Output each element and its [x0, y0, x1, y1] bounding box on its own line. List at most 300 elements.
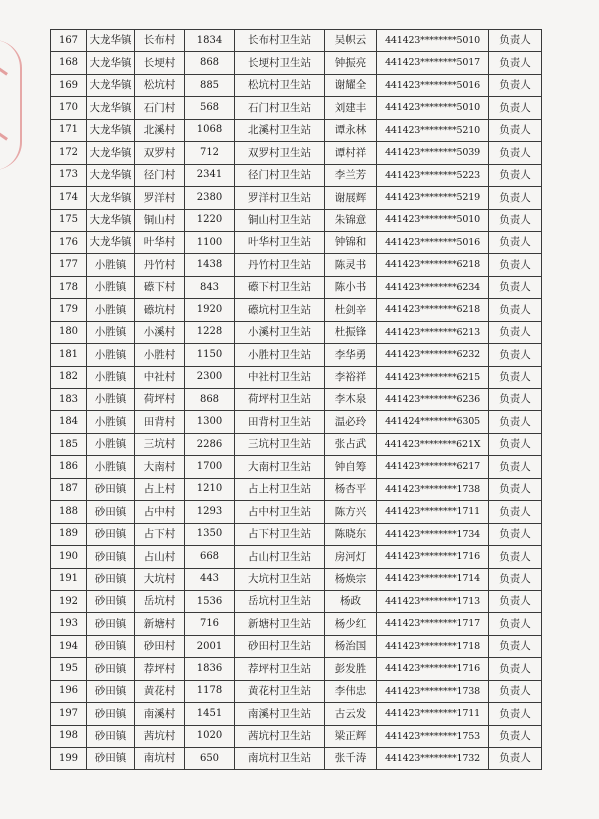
clinic-cell: 田背村卫生站 [235, 411, 325, 433]
person-name-cell: 杨杏平 [325, 478, 377, 500]
clinic-cell: 礤坑村卫生站 [235, 299, 325, 321]
table-row [51, 725, 542, 747]
town-cell: 大龙华镇 [87, 209, 135, 231]
village-cell: 丹竹村 [135, 254, 185, 276]
population-cell: 843 [185, 276, 235, 298]
clinic-cell: 叶华村卫生站 [235, 231, 325, 253]
village-cell: 双罗村 [135, 142, 185, 164]
village-cell: 叶华村 [135, 231, 185, 253]
row-number: 195 [51, 658, 87, 680]
person-name-cell: 钟振亮 [325, 52, 377, 74]
population-cell: 1920 [185, 299, 235, 321]
table-row [51, 231, 542, 253]
clinic-cell: 小溪村卫生站 [235, 321, 325, 343]
population-cell: 1150 [185, 344, 235, 366]
clinic-cell: 小胜村卫生站 [235, 344, 325, 366]
id-number-cell: 441423********5219 [377, 187, 489, 209]
row-number: 187 [51, 478, 87, 500]
town-cell: 小胜镇 [87, 456, 135, 478]
person-name-cell: 杜剑辛 [325, 299, 377, 321]
role-cell: 负责人 [489, 590, 542, 612]
village-cell: 三坑村 [135, 433, 185, 455]
role-cell: 负责人 [489, 366, 542, 388]
person-name-cell: 李裕祥 [325, 366, 377, 388]
village-cell: 田背村 [135, 411, 185, 433]
town-cell: 砂田镇 [87, 658, 135, 680]
person-name-cell: 杜振锋 [325, 321, 377, 343]
population-cell: 1836 [185, 658, 235, 680]
role-cell: 负责人 [489, 680, 542, 702]
row-number: 174 [51, 187, 87, 209]
town-cell: 砂田镇 [87, 546, 135, 568]
row-number: 192 [51, 590, 87, 612]
clinic-cell: 北溪村卫生站 [235, 119, 325, 141]
id-number-cell: 441423********1713 [377, 590, 489, 612]
person-name-cell: 谭永林 [325, 119, 377, 141]
population-cell: 1210 [185, 478, 235, 500]
person-name-cell: 刘建丰 [325, 97, 377, 119]
village-cell: 长布村 [135, 30, 185, 52]
town-cell: 大龙华镇 [87, 119, 135, 141]
role-cell: 负责人 [489, 658, 542, 680]
id-number-cell: 441423********1753 [377, 725, 489, 747]
population-cell: 2300 [185, 366, 235, 388]
row-number: 185 [51, 433, 87, 455]
town-cell: 砂田镇 [87, 635, 135, 657]
population-cell: 1451 [185, 703, 235, 725]
town-cell: 小胜镇 [87, 344, 135, 366]
village-cell: 占下村 [135, 523, 185, 545]
person-name-cell: 杨焕宗 [325, 568, 377, 590]
village-cell: 大南村 [135, 456, 185, 478]
role-cell: 负责人 [489, 456, 542, 478]
clinic-cell: 占上村卫生站 [235, 478, 325, 500]
row-number: 189 [51, 523, 87, 545]
role-cell: 负责人 [489, 254, 542, 276]
village-cell: 新塘村 [135, 613, 185, 635]
row-number: 171 [51, 119, 87, 141]
row-number: 177 [51, 254, 87, 276]
clinic-cell: 石门村卫生站 [235, 97, 325, 119]
id-number-cell: 441423********5016 [377, 231, 489, 253]
table-row [51, 635, 542, 657]
id-number-cell: 441423********1738 [377, 478, 489, 500]
person-name-cell: 杨政 [325, 590, 377, 612]
table-row [51, 164, 542, 186]
person-name-cell: 陈小书 [325, 276, 377, 298]
village-cell: 南溪村 [135, 703, 185, 725]
table-row [51, 748, 542, 770]
population-cell: 1536 [185, 590, 235, 612]
id-number-cell: 441423********1711 [377, 501, 489, 523]
person-name-cell: 陈灵书 [325, 254, 377, 276]
table-row [51, 209, 542, 231]
row-number: 198 [51, 725, 87, 747]
clinic-cell: 占下村卫生站 [235, 523, 325, 545]
table-row [51, 187, 542, 209]
town-cell: 砂田镇 [87, 748, 135, 770]
row-number: 191 [51, 568, 87, 590]
village-cell: 岳坑村 [135, 590, 185, 612]
town-cell: 小胜镇 [87, 321, 135, 343]
population-cell: 716 [185, 613, 235, 635]
person-name-cell: 彭发胜 [325, 658, 377, 680]
role-cell: 负责人 [489, 119, 542, 141]
id-number-cell: 441423********6218 [377, 299, 489, 321]
table-row [51, 703, 542, 725]
clinic-cell: 大坑村卫生站 [235, 568, 325, 590]
village-cell: 南坑村 [135, 748, 185, 770]
row-number: 182 [51, 366, 87, 388]
role-cell: 负责人 [489, 276, 542, 298]
town-cell: 砂田镇 [87, 703, 135, 725]
clinic-cell: 新塘村卫生站 [235, 613, 325, 635]
role-cell: 负责人 [489, 635, 542, 657]
table-row [51, 411, 542, 433]
role-cell: 负责人 [489, 299, 542, 321]
clinic-cell: 大南村卫生站 [235, 456, 325, 478]
role-cell: 负责人 [489, 142, 542, 164]
red-seal-stamp [0, 40, 22, 170]
population-cell: 1834 [185, 30, 235, 52]
table-row [51, 276, 542, 298]
id-number-cell: 441423********5010 [377, 209, 489, 231]
table-row [51, 590, 542, 612]
town-cell: 大龙华镇 [87, 231, 135, 253]
id-number-cell: 441423********6232 [377, 344, 489, 366]
id-number-cell: 441423********1717 [377, 613, 489, 635]
table-row [51, 30, 542, 52]
row-number: 173 [51, 164, 87, 186]
role-cell: 负责人 [489, 321, 542, 343]
table-row [51, 478, 542, 500]
role-cell: 负责人 [489, 52, 542, 74]
clinic-cell: 罗洋村卫生站 [235, 187, 325, 209]
id-number-cell: 441423********5017 [377, 52, 489, 74]
stamp-mark [0, 132, 8, 140]
clinic-cell: 南坑村卫生站 [235, 748, 325, 770]
id-number-cell: 441423********1716 [377, 658, 489, 680]
population-cell: 2380 [185, 187, 235, 209]
population-cell: 1178 [185, 680, 235, 702]
person-name-cell: 李伟忠 [325, 680, 377, 702]
population-cell: 868 [185, 389, 235, 411]
village-cell: 占山村 [135, 546, 185, 568]
village-cell: 小溪村 [135, 321, 185, 343]
row-number: 199 [51, 748, 87, 770]
table-row [51, 613, 542, 635]
clinic-roster-table [50, 29, 542, 770]
id-number-cell: 441423********5210 [377, 119, 489, 141]
population-cell: 2286 [185, 433, 235, 455]
id-number-cell: 441423********6234 [377, 276, 489, 298]
id-number-cell: 441423********1711 [377, 703, 489, 725]
village-cell: 占上村 [135, 478, 185, 500]
person-name-cell: 张占武 [325, 433, 377, 455]
person-name-cell: 陈晓东 [325, 523, 377, 545]
village-cell: 中社村 [135, 366, 185, 388]
table-row [51, 366, 542, 388]
village-cell: 黄花村 [135, 680, 185, 702]
role-cell: 负责人 [489, 231, 542, 253]
town-cell: 大龙华镇 [87, 142, 135, 164]
town-cell: 砂田镇 [87, 680, 135, 702]
clinic-cell: 径门村卫生站 [235, 164, 325, 186]
row-number: 170 [51, 97, 87, 119]
row-number: 190 [51, 546, 87, 568]
clinic-cell: 荷坪村卫生站 [235, 389, 325, 411]
village-cell: 铜山村 [135, 209, 185, 231]
id-number-cell: 441423********6218 [377, 254, 489, 276]
town-cell: 大龙华镇 [87, 187, 135, 209]
population-cell: 1100 [185, 231, 235, 253]
population-cell: 568 [185, 97, 235, 119]
row-number: 181 [51, 344, 87, 366]
table-row [51, 546, 542, 568]
clinic-cell: 丹竹村卫生站 [235, 254, 325, 276]
person-name-cell: 谭村祥 [325, 142, 377, 164]
row-number: 183 [51, 389, 87, 411]
population-cell: 668 [185, 546, 235, 568]
table-row [51, 433, 542, 455]
row-number: 197 [51, 703, 87, 725]
town-cell: 大龙华镇 [87, 164, 135, 186]
clinic-cell: 茜坑村卫生站 [235, 725, 325, 747]
town-cell: 砂田镇 [87, 725, 135, 747]
village-cell: 罗洋村 [135, 187, 185, 209]
table-row [51, 97, 542, 119]
id-number-cell: 441423********5010 [377, 97, 489, 119]
town-cell: 小胜镇 [87, 411, 135, 433]
table-row [51, 52, 542, 74]
role-cell: 负责人 [489, 568, 542, 590]
row-number: 172 [51, 142, 87, 164]
role-cell: 负责人 [489, 97, 542, 119]
village-cell: 砂田村 [135, 635, 185, 657]
row-number: 188 [51, 501, 87, 523]
person-name-cell: 李华勇 [325, 344, 377, 366]
town-cell: 砂田镇 [87, 501, 135, 523]
role-cell: 负责人 [489, 613, 542, 635]
role-cell: 负责人 [489, 725, 542, 747]
village-cell: 礤坑村 [135, 299, 185, 321]
person-name-cell: 朱锦意 [325, 209, 377, 231]
clinic-cell: 占中村卫生站 [235, 501, 325, 523]
person-name-cell: 吴帜云 [325, 30, 377, 52]
id-number-cell: 441423********1716 [377, 546, 489, 568]
table-row [51, 658, 542, 680]
person-name-cell: 张千涛 [325, 748, 377, 770]
population-cell: 650 [185, 748, 235, 770]
table-row [51, 344, 542, 366]
role-cell: 负责人 [489, 30, 542, 52]
role-cell: 负责人 [489, 703, 542, 725]
role-cell: 负责人 [489, 74, 542, 96]
clinic-cell: 南溪村卫生站 [235, 703, 325, 725]
person-name-cell: 古云发 [325, 703, 377, 725]
row-number: 186 [51, 456, 87, 478]
person-name-cell: 钟锦和 [325, 231, 377, 253]
village-cell: 礤下村 [135, 276, 185, 298]
row-number: 175 [51, 209, 87, 231]
town-cell: 小胜镇 [87, 389, 135, 411]
row-number: 176 [51, 231, 87, 253]
role-cell: 负责人 [489, 344, 542, 366]
clinic-cell: 黄花村卫生站 [235, 680, 325, 702]
person-name-cell: 温必玲 [325, 411, 377, 433]
village-cell: 荐坪村 [135, 658, 185, 680]
village-cell: 松坑村 [135, 74, 185, 96]
clinic-cell: 岳坑村卫生站 [235, 590, 325, 612]
village-cell: 茜坑村 [135, 725, 185, 747]
clinic-cell: 长埂村卫生站 [235, 52, 325, 74]
village-cell: 占中村 [135, 501, 185, 523]
table-row [51, 299, 542, 321]
population-cell: 1300 [185, 411, 235, 433]
village-cell: 径门村 [135, 164, 185, 186]
town-cell: 大龙华镇 [87, 74, 135, 96]
clinic-cell: 铜山村卫生站 [235, 209, 325, 231]
row-number: 194 [51, 635, 87, 657]
clinic-cell: 双罗村卫生站 [235, 142, 325, 164]
table-row [51, 523, 542, 545]
population-cell: 1020 [185, 725, 235, 747]
town-cell: 小胜镇 [87, 254, 135, 276]
population-cell: 885 [185, 74, 235, 96]
person-name-cell: 房河灯 [325, 546, 377, 568]
population-cell: 1438 [185, 254, 235, 276]
town-cell: 大龙华镇 [87, 52, 135, 74]
clinic-cell: 占山村卫生站 [235, 546, 325, 568]
population-cell: 1293 [185, 501, 235, 523]
id-number-cell: 441423********6217 [377, 456, 489, 478]
clinic-cell: 荐坪村卫生站 [235, 658, 325, 680]
id-number-cell: 441423********1732 [377, 748, 489, 770]
town-cell: 砂田镇 [87, 590, 135, 612]
population-cell: 868 [185, 52, 235, 74]
table-row [51, 456, 542, 478]
id-number-cell: 441423********5016 [377, 74, 489, 96]
population-cell: 1068 [185, 119, 235, 141]
town-cell: 小胜镇 [87, 276, 135, 298]
town-cell: 小胜镇 [87, 299, 135, 321]
id-number-cell: 441423********5010 [377, 30, 489, 52]
table-row [51, 74, 542, 96]
village-cell: 大坑村 [135, 568, 185, 590]
id-number-cell: 441423********5223 [377, 164, 489, 186]
id-number-cell: 441423********621X [377, 433, 489, 455]
person-name-cell: 杨少红 [325, 613, 377, 635]
village-cell: 长埂村 [135, 52, 185, 74]
id-number-cell: 441423********1734 [377, 523, 489, 545]
id-number-cell: 441423********6215 [377, 366, 489, 388]
population-cell: 712 [185, 142, 235, 164]
clinic-cell: 三坑村卫生站 [235, 433, 325, 455]
village-cell: 小胜村 [135, 344, 185, 366]
id-number-cell: 441423********6213 [377, 321, 489, 343]
town-cell: 大龙华镇 [87, 30, 135, 52]
village-cell: 荷坪村 [135, 389, 185, 411]
population-cell: 443 [185, 568, 235, 590]
town-cell: 砂田镇 [87, 478, 135, 500]
population-cell: 1228 [185, 321, 235, 343]
table-row [51, 680, 542, 702]
clinic-cell: 砂田村卫生站 [235, 635, 325, 657]
row-number: 184 [51, 411, 87, 433]
table-row [51, 568, 542, 590]
clinic-cell: 松坑村卫生站 [235, 74, 325, 96]
row-number: 196 [51, 680, 87, 702]
population-cell: 1350 [185, 523, 235, 545]
town-cell: 大龙华镇 [87, 97, 135, 119]
role-cell: 负责人 [489, 501, 542, 523]
town-cell: 砂田镇 [87, 523, 135, 545]
table-row [51, 501, 542, 523]
village-cell: 石门村 [135, 97, 185, 119]
role-cell: 负责人 [489, 164, 542, 186]
table-row [51, 119, 542, 141]
table-row [51, 321, 542, 343]
clinic-cell: 长布村卫生站 [235, 30, 325, 52]
row-number: 167 [51, 30, 87, 52]
town-cell: 小胜镇 [87, 366, 135, 388]
role-cell: 负责人 [489, 209, 542, 231]
role-cell: 负责人 [489, 433, 542, 455]
table-row [51, 254, 542, 276]
row-number: 168 [51, 52, 87, 74]
row-number: 179 [51, 299, 87, 321]
row-number: 193 [51, 613, 87, 635]
population-cell: 2341 [185, 164, 235, 186]
role-cell: 负责人 [489, 187, 542, 209]
table-row [51, 389, 542, 411]
person-name-cell: 梁正辉 [325, 725, 377, 747]
table-row [51, 142, 542, 164]
id-number-cell: 441423********5039 [377, 142, 489, 164]
role-cell: 负责人 [489, 478, 542, 500]
clinic-cell: 中社村卫生站 [235, 366, 325, 388]
row-number: 178 [51, 276, 87, 298]
person-name-cell: 李兰芳 [325, 164, 377, 186]
id-number-cell: 441423********1738 [377, 680, 489, 702]
role-cell: 负责人 [489, 523, 542, 545]
person-name-cell: 杨治国 [325, 635, 377, 657]
id-number-cell: 441423********1714 [377, 568, 489, 590]
person-name-cell: 谢耀全 [325, 74, 377, 96]
clinic-cell: 礤下村卫生站 [235, 276, 325, 298]
id-number-cell: 441424********6305 [377, 411, 489, 433]
population-cell: 1700 [185, 456, 235, 478]
id-number-cell: 441423********1718 [377, 635, 489, 657]
population-cell: 1220 [185, 209, 235, 231]
row-number: 180 [51, 321, 87, 343]
town-cell: 砂田镇 [87, 613, 135, 635]
person-name-cell: 李木泉 [325, 389, 377, 411]
id-number-cell: 441423********6236 [377, 389, 489, 411]
role-cell: 负责人 [489, 411, 542, 433]
person-name-cell: 陈方兴 [325, 501, 377, 523]
role-cell: 负责人 [489, 389, 542, 411]
population-cell: 2001 [185, 635, 235, 657]
town-cell: 砂田镇 [87, 568, 135, 590]
role-cell: 负责人 [489, 748, 542, 770]
person-name-cell: 钟自筹 [325, 456, 377, 478]
village-cell: 北溪村 [135, 119, 185, 141]
town-cell: 小胜镇 [87, 433, 135, 455]
row-number: 169 [51, 74, 87, 96]
person-name-cell: 谢展辉 [325, 187, 377, 209]
stamp-mark [0, 67, 8, 75]
